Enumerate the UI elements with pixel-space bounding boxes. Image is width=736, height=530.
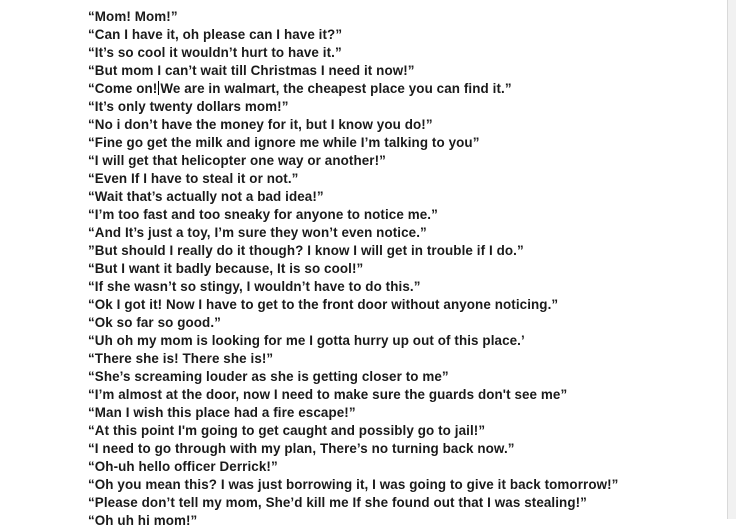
text-line[interactable]: “Wait that’s actually not a bad idea!” [88,189,324,204]
text-line-start: “Come on! [88,81,158,96]
text-line[interactable]: “Even If I have to steal it or not.” [88,171,299,186]
text-line[interactable]: “If she wasn’t so stingy, I wouldn’t have to do this.” [88,279,421,294]
text-line[interactable]: “No i don’t have the money for it, but I know you do!” [88,117,433,132]
text-line[interactable]: “There she is! There she is!” [88,351,274,366]
text-line[interactable]: “At this point I'm going to get caught and possibly go to jail!” [88,423,486,438]
text-line[interactable]: “I will get that helicopter one way or another!” [88,153,386,168]
document-body[interactable] [88,8,618,530]
text-line[interactable]: “Ok so far so good.” [88,315,221,330]
text-line[interactable]: “Can I have it, oh please can I have it?” [88,27,343,42]
text-line[interactable]: “I need to go through with my plan, There’s no turning back now.” [88,441,515,456]
text-line[interactable]: “Fine go get the milk and ignore me while I’m talking to you” [88,135,480,150]
text-line[interactable]: “But I want it badly because, It is so cool!” [88,261,364,276]
text-line[interactable]: “Uh oh my mom is looking for me I gotta hurry up out of this place.’ [88,333,525,348]
text-line[interactable]: “Mom! Mom!” [88,9,178,24]
text-line[interactable]: “Oh uh hi mom!” [88,513,198,528]
text-line[interactable] [88,80,618,98]
text-line[interactable]: “And It’s just a toy, I’m sure they won’t even notice.” [88,225,427,240]
text-line[interactable]: “Please don’t tell my mom, She’d kill me If she found out that I was stealing!” [88,495,587,510]
text-line[interactable]: “Oh-uh hello officer Derrick!” [88,459,278,474]
text-line[interactable]: “Oh you mean this? I was just borrowing it, I was going to give it back tomorrow!” [88,477,619,492]
text-line[interactable]: “I’m almost at the door, now I need to make sure the guards don't see me” [88,387,568,402]
text-line[interactable]: “It’s only twenty dollars mom!” [88,99,289,114]
text-line[interactable]: “But mom I can’t wait till Christmas I need it now!” [88,63,415,78]
scrollbar-track[interactable] [728,0,736,519]
text-line-end: We are in walmart, the cheapest place you can find it.” [160,81,512,96]
text-line[interactable]: ”But should I really do it though? I know I will get in trouble if I do.” [88,243,524,258]
text-line[interactable]: “She’s screaming louder as she is getting closer to me” [88,369,449,384]
text-line[interactable]: “It’s so cool it wouldn’t hurt to have it.” [88,45,342,60]
text-line[interactable]: “Man I wish this place had a fire escape!” [88,405,356,420]
text-line[interactable]: “Ok I got it! Now I have to get to the front door without anyone noticing.” [88,297,559,312]
text-line[interactable]: “I’m too fast and too sneaky for anyone to notice me.” [88,207,438,222]
